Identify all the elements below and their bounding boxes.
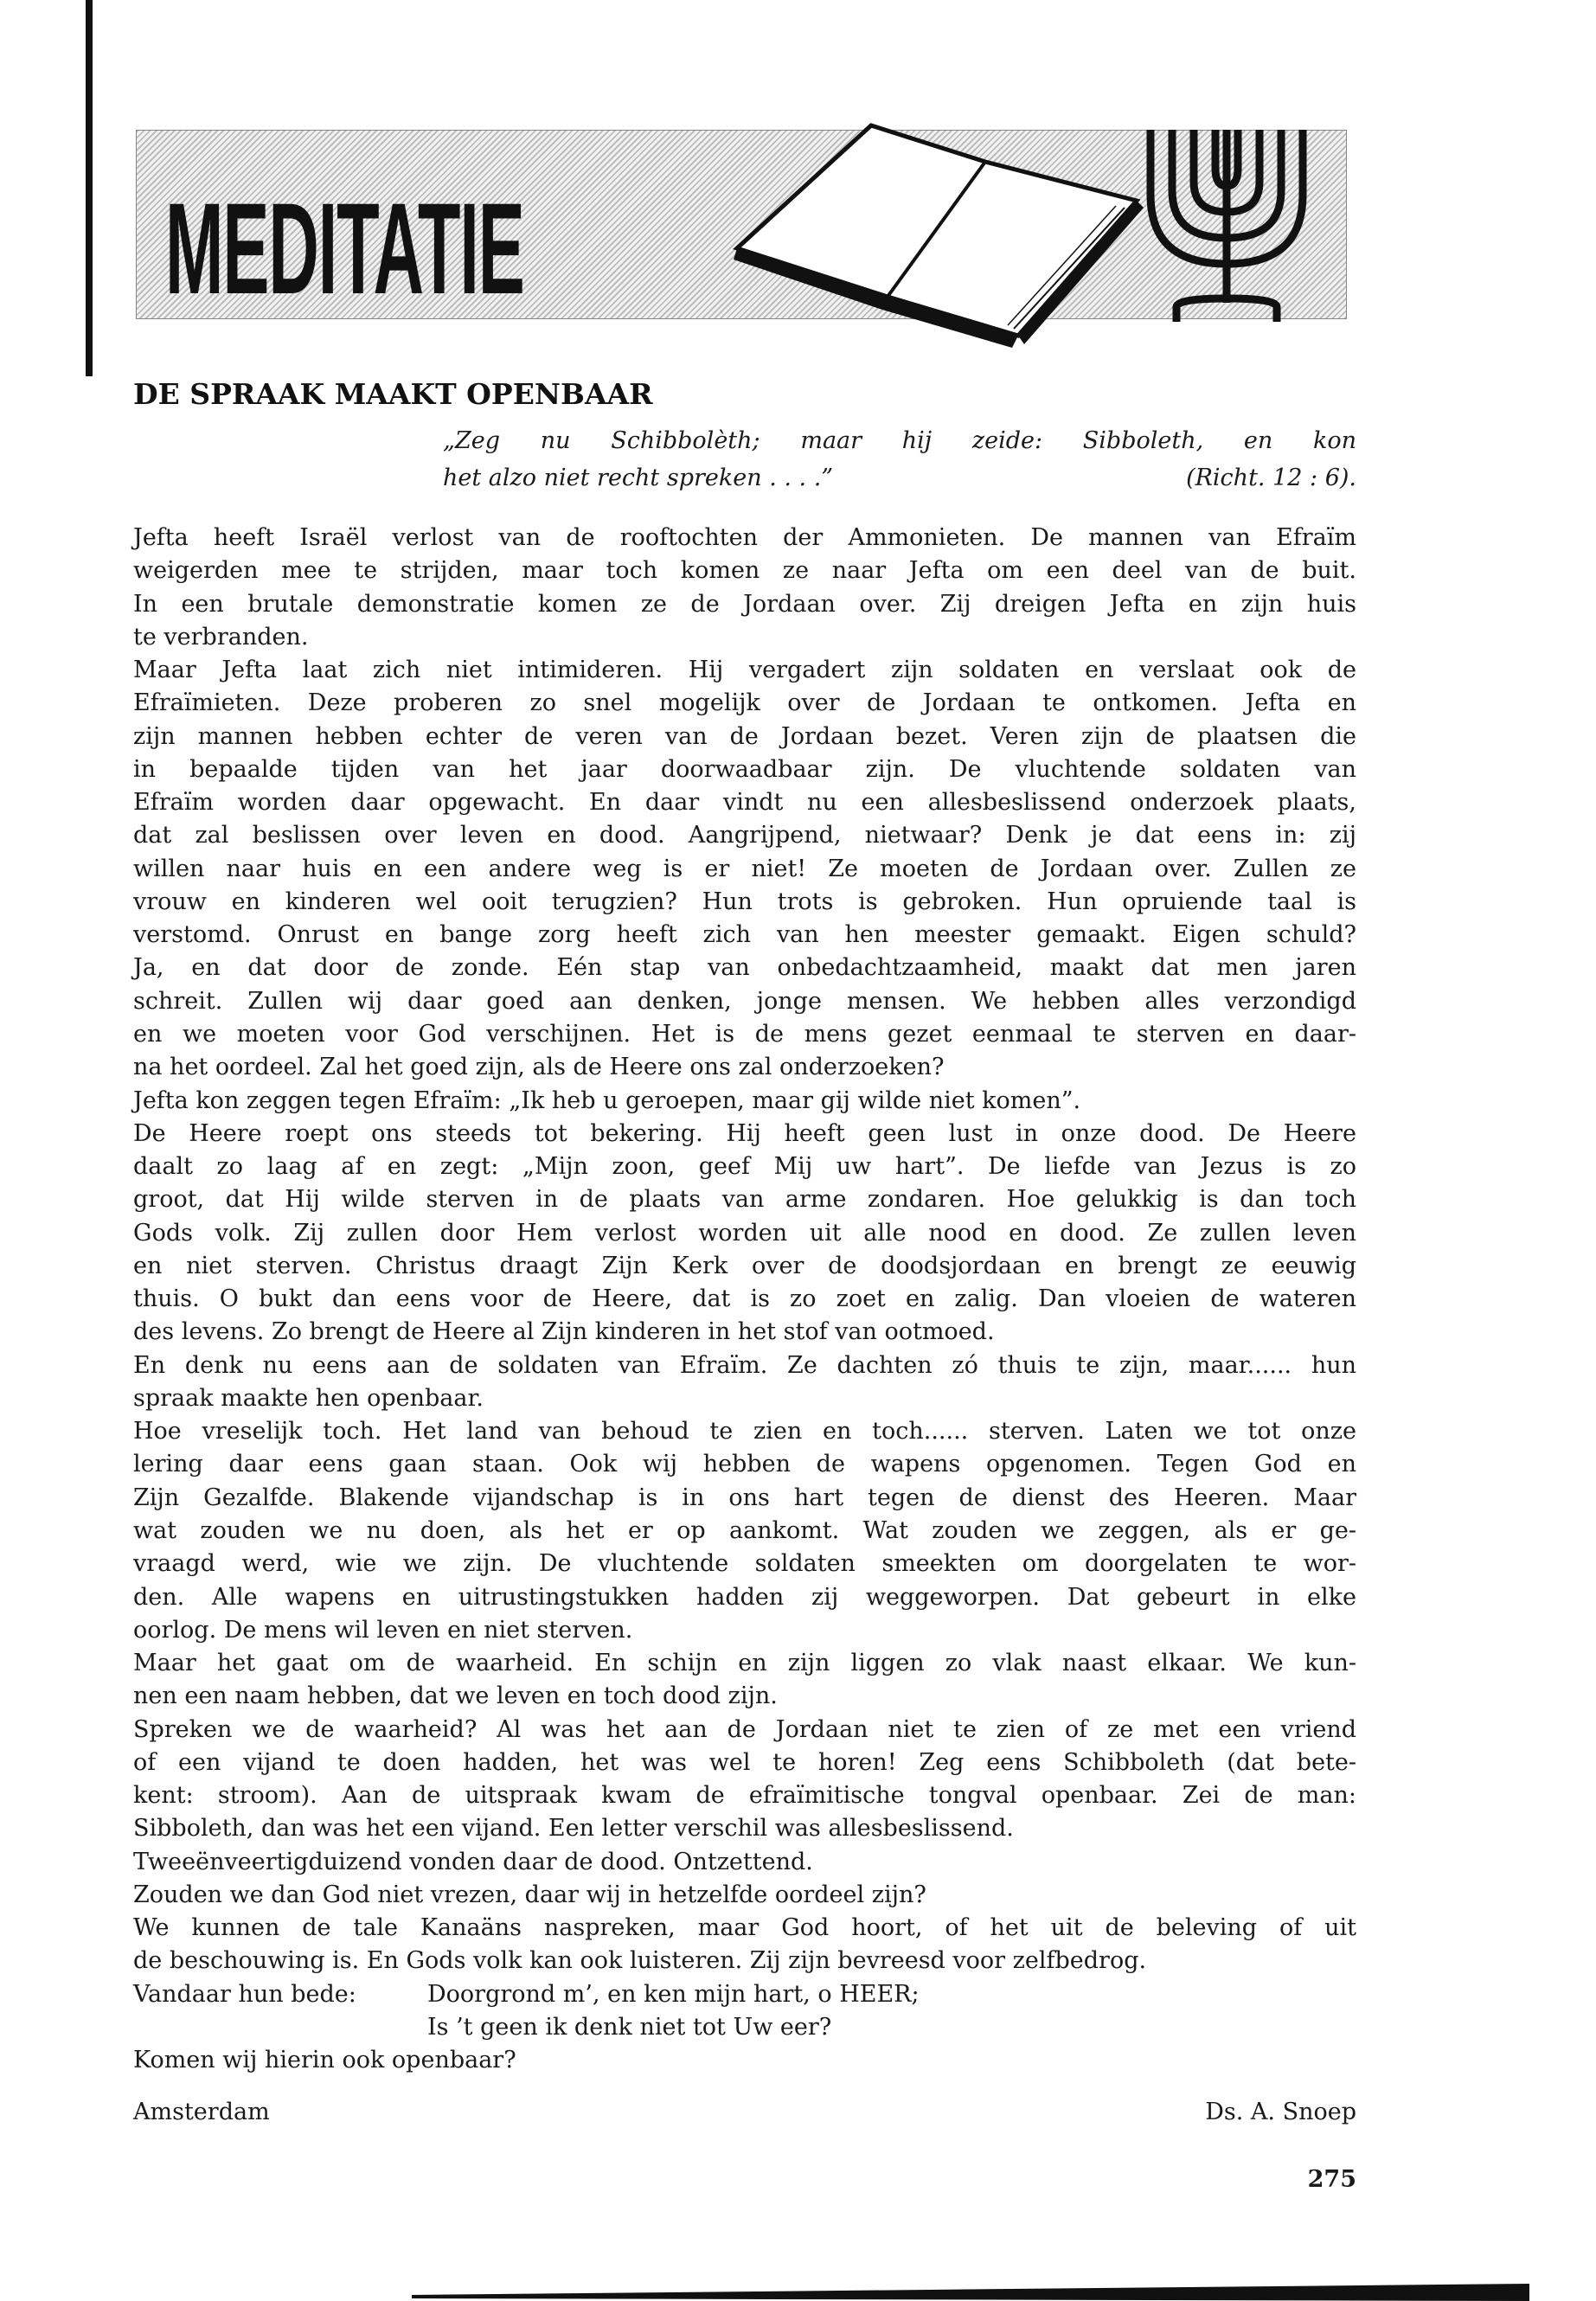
text-line: na het oordeel. Zal het goed zijn, als de Heere ons zal onderzoeken? bbox=[133, 1054, 945, 1081]
text-line: oorlog. De mens wil leven en niet sterven. bbox=[133, 1616, 633, 1644]
epigraph-line-2 bbox=[443, 465, 1356, 491]
text-line: dat zal beslissen over leven en dood. Aangrijpend, nietwaar? Denk je dat eens in: zij bbox=[133, 822, 1356, 849]
text-line: lering daar eens gaan staan. Ook wij hebben de wapens opgenomen. Tegen God en bbox=[133, 1451, 1356, 1478]
text-line: Maar Jefta laat zich niet intimideren. Hij vergadert zijn soldaten en verslaat ook de bbox=[133, 657, 1356, 684]
text-line: vraagd werd, wie we zijn. De vluchtende soldaten smeekten om doorgelaten te wor- bbox=[133, 1550, 1356, 1578]
author: Ds. A. Snoep bbox=[1205, 2099, 1356, 2125]
text-line: te verbranden. bbox=[133, 623, 309, 651]
text-line: In een brutale demonstratie komen ze de Jordaan over. Zij dreigen Jefta en zijn huis bbox=[133, 590, 1356, 618]
text-line: Zouden we dan God niet vrezen, daar wij in hetzelfde oordeel zijn? bbox=[133, 1881, 926, 1908]
text-line: des levens. Zo brengt de Heere al Zijn kinderen in het stof van ootmoed. bbox=[133, 1318, 995, 1346]
text-line: Maar het gaat om de waarheid. En schijn en zijn liggen zo vlak naast elkaar. We kun- bbox=[133, 1650, 1356, 1677]
text-line: kent: stroom). Aan de uitspraak kwam de efraïmitische tongval openbaar. Zei de man: bbox=[133, 1782, 1356, 1810]
text-line: We kunnen de tale Kanaäns naspreken, maar God hoort, of het uit de beleving of uit bbox=[133, 1914, 1356, 1942]
text-line: Tweeënveertigduizend vonden daar de dood. Ontzettend. bbox=[133, 1848, 813, 1875]
text-line: weigerden mee te strijden, maar toch komen ze naar Jefta om een deel van de buit. bbox=[133, 557, 1356, 585]
text-line: schreit. Zullen wij daar goed aan denken, jonge mensen. We hebben alles verzondigd bbox=[133, 987, 1356, 1015]
text-line: wat zouden we nu doen, als het er op aankomt. Wat zouden we zeggen, als er ge- bbox=[133, 1516, 1356, 1544]
text-line: verstomd. Onrust en bange zorg heeft zich van hen meester gemaakt. Eigen schuld? bbox=[133, 921, 1356, 949]
text-line: en niet sterven. Christus draagt Zijn Kerk over de doodsjordaan en brengt ze eeuwig bbox=[133, 1252, 1356, 1279]
text-line: thuis. O bukt dan eens voor de Heere, dat is zo zoet en zalig. Dan vloeien de wateren bbox=[133, 1285, 1356, 1313]
page-edge-bar bbox=[86, 0, 93, 376]
text-line: zijn mannen hebben echter de veren van de Jordaan bezet. Veren zijn de plaatsen die bbox=[133, 722, 1356, 750]
text-line: nen een naam hebben, dat we leven en toch dood zijn. bbox=[133, 1682, 778, 1710]
verse-line bbox=[133, 2011, 1356, 2044]
text-line: groot, dat Hij wilde sterven in de plaats van arme zondaren. Hoe gelukkig is dan toch bbox=[133, 1186, 1356, 1214]
verse-text: Doorgrond m’, en ken mijn hart, o HEER; bbox=[427, 1980, 920, 2008]
banner-title: MEDITATIE bbox=[165, 176, 524, 321]
place: Amsterdam bbox=[133, 2099, 270, 2125]
verse-line bbox=[133, 1978, 1356, 2011]
text-line: Efraïmieten. Deze proberen zo snel mogelijk over de Jordaan te ontkomen. Jefta en bbox=[133, 689, 1356, 717]
text-line: den. Alle wapens en uitrustingstukken hadden zij weggeworpen. Dat gebeurt in elke bbox=[133, 1583, 1356, 1611]
page-number: 275 bbox=[1307, 2166, 1356, 2193]
epigraph-line-1: „Zeg nu Schibbolèth; maar hij zeide: Sibboleth, en kon bbox=[443, 427, 1356, 454]
text-line: Jefta kon zeggen tegen Efraïm: „Ik heb u geroepen, maar gij wilde niet komen”. bbox=[133, 1086, 1081, 1114]
text-line: vrouw en kinderen wel ooit terugzien? Hun trots is gebroken. Hun opruiende taal is bbox=[133, 888, 1356, 915]
epigraph-text: het alzo niet recht spreken . . . .” bbox=[443, 465, 834, 491]
text-line: De Heere roept ons steeds tot bekering. Hij heeft geen lust in onze dood. De Heere bbox=[133, 1119, 1356, 1147]
verse-intro: Vandaar hun bede: bbox=[133, 1980, 356, 2008]
text-line: de beschouwing is. En Gods volk kan ook luisteren. Zij zijn bevreesd voor zelfbedrog. bbox=[133, 1947, 1147, 1975]
text-line: En denk nu eens aan de soldaten van Efraïm. Ze dachten zó thuis te zijn, maar...... hun bbox=[133, 1351, 1356, 1379]
verse-intro bbox=[133, 2011, 427, 2044]
article-title: DE SPRAAK MAAKT OPENBAAR bbox=[133, 377, 653, 411]
text-line: Zijn Gezalfde. Blakende vijandschap is in ons hart tegen de dienst des Heeren. Maar bbox=[133, 1484, 1356, 1511]
text-line: Ja, en dat door de zonde. Eén stap van onbedachtzaamheid, maakt dat men jaren bbox=[133, 954, 1356, 982]
text-line: Spreken we de waarheid? Al was het aan de Jordaan niet te zien of ze met een vriend bbox=[133, 1715, 1356, 1743]
text-line: Efraïm worden daar opgewacht. En daar vindt nu een allesbeslissend onderzoek plaats, bbox=[133, 789, 1356, 817]
article-body bbox=[133, 522, 1356, 2077]
text-line: spraak maakte hen openbaar. bbox=[133, 1384, 484, 1412]
text-line: of een vijand te doen hadden, het was wel te horen! Zeg eens Schibboleth (dat bete- bbox=[133, 1748, 1356, 1776]
text-line: en we moeten voor God verschijnen. Het is de mens gezet eenmaal te sterven en daar- bbox=[133, 1020, 1356, 1048]
text-line: Jefta heeft Israël verlost van de rooftochten der Ammonieten. De mannen van Efraïm bbox=[133, 524, 1356, 551]
text-line: Hoe vreselijk toch. Het land van behoud te zien en toch...... sterven. Laten we tot onze bbox=[133, 1418, 1356, 1445]
verse-text: Is ’t geen ik denk niet tot Uw eer? bbox=[427, 2013, 832, 2041]
closing-question: Komen wij hierin ook openbaar? bbox=[133, 2047, 516, 2074]
text-line: in bepaalde tijden van het jaar doorwaadbaar zijn. De vluchtende soldaten van bbox=[133, 755, 1356, 783]
text-line: willen naar huis en een andere weg is er niet! Ze moeten de Jordaan over. Zullen ze bbox=[133, 855, 1356, 882]
epigraph-reference: (Richt. 12 : 6). bbox=[1186, 465, 1356, 491]
text-line: daalt zo laag af en zegt: „Mijn zoon, geef Mij uw hart”. De liefde van Jezus is zo bbox=[133, 1153, 1356, 1181]
text-line: Sibboleth, dan was het een vijand. Een letter verschil was allesbeslissend. bbox=[133, 1815, 1014, 1843]
text-line: Gods volk. Zij zullen door Hem verlost worden uit alle nood en dood. Ze zullen leven bbox=[133, 1219, 1356, 1247]
